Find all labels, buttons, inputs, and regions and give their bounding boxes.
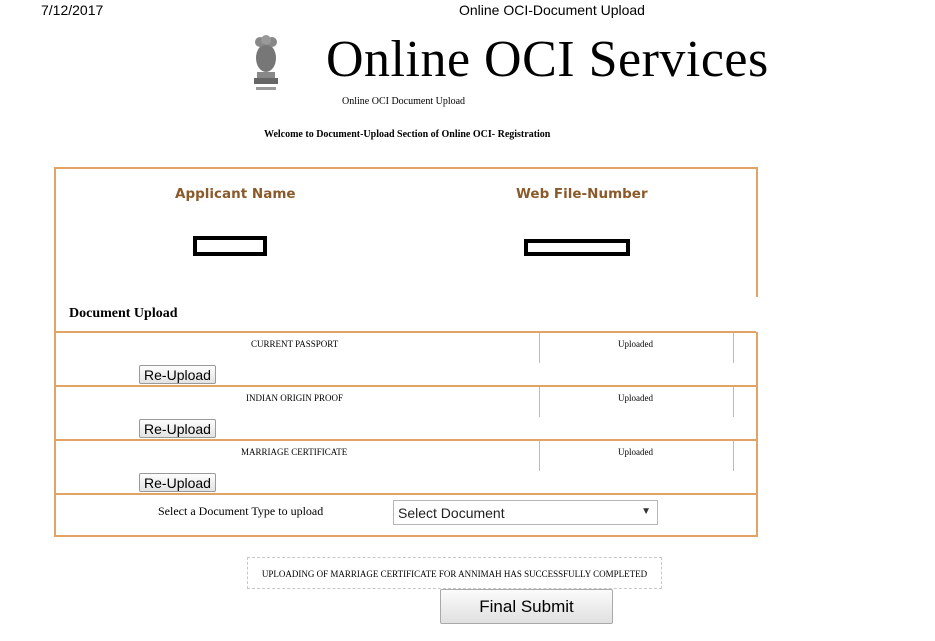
- upload-success-message: UPLOADING OF MARRIAGE CERTIFICATE FOR ANNIMAH HAS SUCCESSFULLY COMPLETED: [247, 557, 662, 589]
- column-divider: [733, 387, 734, 417]
- site-subtitle: Online OCI Document Upload: [342, 96, 466, 107]
- row-divider: [56, 331, 756, 333]
- final-submit-button[interactable]: Final Submit: [440, 589, 613, 624]
- doc-name: MARRIAGE CERTIFICATE: [241, 447, 348, 457]
- column-divider: [733, 333, 734, 363]
- panel-gap: [752, 297, 758, 332]
- site-title: Online OCI Services: [326, 31, 769, 88]
- document-type-select[interactable]: [393, 500, 658, 525]
- web-file-number-redacted: [524, 239, 630, 256]
- doc-status: Uploaded: [618, 339, 653, 349]
- column-divider: [733, 441, 734, 471]
- applicant-name-label: Applicant Name: [175, 186, 296, 202]
- reupload-button-origin-proof[interactable]: Re-Upload: [139, 419, 216, 438]
- row-divider: [56, 493, 756, 495]
- doc-status: Uploaded: [618, 447, 653, 457]
- print-page-title: Online OCI-Document Upload: [459, 2, 645, 18]
- reupload-button-passport[interactable]: Re-Upload: [139, 365, 216, 384]
- row-divider: [56, 439, 756, 441]
- row-divider: [56, 385, 756, 387]
- column-divider: [539, 387, 540, 417]
- doc-name: INDIAN ORIGIN PROOF: [246, 393, 344, 403]
- column-divider: [539, 441, 540, 471]
- column-divider: [539, 333, 540, 363]
- print-date: 7/12/2017: [41, 2, 104, 18]
- document-upload-heading: Document Upload: [69, 306, 178, 321]
- dropdown-arrow-icon: ▼: [641, 506, 651, 517]
- web-file-number-label: Web File-Number: [516, 186, 648, 202]
- document-type-select-value: Select Document: [398, 505, 505, 521]
- doc-status: Uploaded: [618, 393, 653, 403]
- select-document-label: Select a Document Type to upload: [158, 504, 324, 518]
- applicant-name-redacted: [193, 236, 267, 256]
- doc-name: CURRENT PASSPORT: [251, 339, 339, 349]
- welcome-text: Welcome to Document-Upload Section of Online OCI- Registration: [264, 129, 551, 140]
- reupload-button-marriage-certificate[interactable]: Re-Upload: [139, 473, 216, 492]
- national-emblem-icon: [248, 34, 284, 94]
